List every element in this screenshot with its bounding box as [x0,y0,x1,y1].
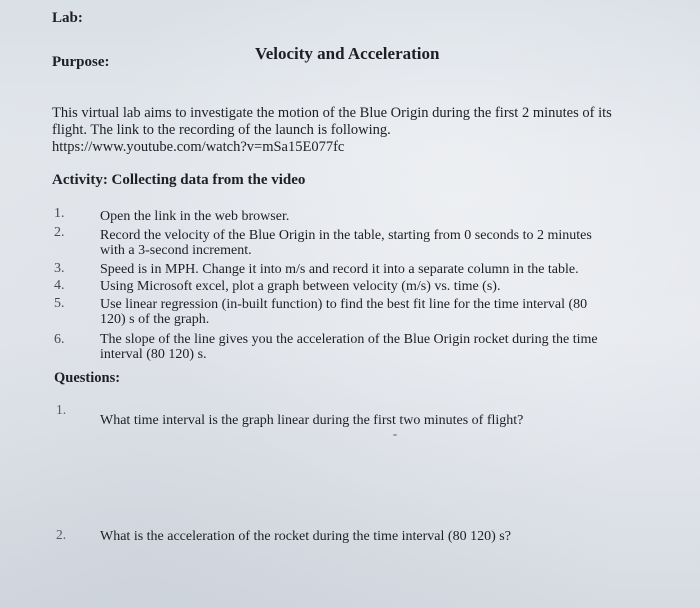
list-item-number: 6. [54,332,65,347]
list-item-line: 120) s of the graph. [100,312,210,327]
list-item-number: 5. [54,296,65,311]
purpose-label: Purpose: [52,54,110,70]
list-item [100,332,598,362]
list-item-number: 4. [54,278,65,293]
stray-mark [393,434,397,436]
questions-heading: Questions: [54,370,121,386]
list-item-line: interval (80 120) s. [100,347,207,362]
list-item-line: Using Microsoft excel, plot a graph between velocity (m/s) vs. time (s). [100,279,501,294]
list-item-line: Record the velocity of the Blue Origin in the table, starting from 0 seconds to 2 minutes [100,228,592,243]
list-item-line: Use linear regression (in-built function) to find the best fit line for the time interval (80 [100,297,588,312]
list-item-number: 3. [54,261,65,276]
purpose-paragraph [52,105,612,156]
lab-label: Lab: [52,10,83,26]
list-item [100,262,579,277]
list-item-line: with a 3-second increment. [100,243,252,258]
list-item-line: Open the link in the web browser. [100,209,290,224]
list-item-number: 1. [54,206,65,221]
purpose-line: This virtual lab aims to investigate the motion of the Blue Origin during the first 2 minutes of its [52,105,612,121]
list-item-line: The slope of the line gives you the acceleration of the Blue Origin rocket during the time [100,332,598,347]
question-text: What time interval is the graph linear during the first two minutes of flight? [100,413,524,428]
question-number: 1. [56,402,67,417]
list-item [100,209,289,224]
list-item [100,279,500,294]
purpose-link: https://www.youtube.com/watch?v=mSa15E077fc [52,139,345,155]
list-item-line: Speed is in MPH. Change it into m/s and record it into a separate column in the table. [100,262,579,277]
activity-heading: Activity: Collecting data from the video [52,172,306,188]
question-text: What is the acceleration of the rocket during the time interval (80 120) s? [100,529,511,544]
question-number: 2. [56,527,67,542]
list-item-number: 2. [54,225,65,240]
list-item [100,297,587,327]
purpose-line: flight. The link to the recording of the launch is following. [52,122,391,138]
list-item [100,228,592,258]
page-title: Velocity and Acceleration [255,44,440,63]
